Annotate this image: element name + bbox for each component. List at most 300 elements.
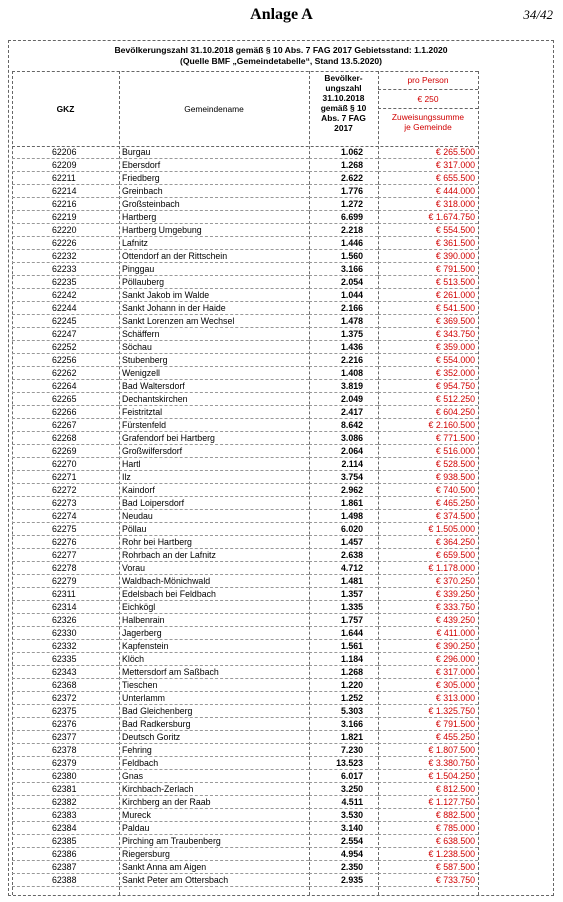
table-row: [12, 536, 478, 549]
name-cell: Feldbach: [119, 757, 309, 770]
population-cell: 1.446: [309, 237, 378, 250]
name-cell: Dechantskirchen: [119, 393, 309, 406]
population-cell: 13.523: [309, 757, 378, 770]
population-cell: 2.049: [309, 393, 378, 406]
gkz-cell: 62256: [12, 354, 119, 367]
table-row: [12, 497, 478, 510]
gkz-cell: 62216: [12, 198, 119, 211]
amount-cell: € 1.325.750: [378, 705, 478, 718]
table-row: [12, 341, 478, 354]
name-cell: Rohr bei Hartberg: [119, 536, 309, 549]
population-cell: 1.268: [309, 159, 378, 172]
amount-cell: € 374.500: [378, 510, 478, 523]
table-row: [12, 614, 478, 627]
gkz-cell: 62226: [12, 237, 119, 250]
table-row: [12, 718, 478, 731]
gkz-cell: 62314: [12, 601, 119, 614]
amount-cell: € 339.250: [378, 588, 478, 601]
table-row: [12, 692, 478, 705]
name-cell: Pöllauberg: [119, 276, 309, 289]
header-population-line: Abs. 7 FAG: [321, 113, 366, 123]
amount-cell: € 882.500: [378, 809, 478, 822]
amount-cell: € 812.500: [378, 783, 478, 796]
amount-cell: € 444.000: [378, 185, 478, 198]
header-population-line: Bevölker-: [324, 73, 363, 83]
name-cell: Grafendorf bei Hartberg: [119, 432, 309, 445]
name-cell: Neudau: [119, 510, 309, 523]
amount-cell: € 3.380.750: [378, 757, 478, 770]
gkz-cell: 62267: [12, 419, 119, 432]
gkz-cell: 62384: [12, 822, 119, 835]
gkz-cell: 62209: [12, 159, 119, 172]
gkz-cell: 62385: [12, 835, 119, 848]
table-row: [12, 640, 478, 653]
gkz-cell: 62386: [12, 848, 119, 861]
amount-cell: € 1.674.750: [378, 211, 478, 224]
amount-cell: € 343.750: [378, 328, 478, 341]
amount-cell: € 1.807.500: [378, 744, 478, 757]
population-cell: 1.272: [309, 198, 378, 211]
name-cell: Großsteinbach: [119, 198, 309, 211]
gkz-cell: 62372: [12, 692, 119, 705]
amount-cell: € 265.500: [378, 146, 478, 159]
amount-cell: € 513.500: [378, 276, 478, 289]
amount-cell: € 791.500: [378, 263, 478, 276]
name-cell: Feistritztal: [119, 406, 309, 419]
amount-cell: € 1.178.000: [378, 562, 478, 575]
population-cell: 2.350: [309, 861, 378, 874]
municipality-table: [12, 146, 478, 887]
caption-line-2: (Quelle BMF „Gemeindetabelle“, Stand 13.5.2020): [179, 56, 383, 66]
population-cell: 1.375: [309, 328, 378, 341]
header-name-label: Gemeindename: [184, 103, 244, 114]
gkz-cell: 62211: [12, 172, 119, 185]
table-row: [12, 523, 478, 536]
name-cell: Bad Waltersdorf: [119, 380, 309, 393]
population-cell: 1.498: [309, 510, 378, 523]
gkz-cell: 62311: [12, 588, 119, 601]
table-row: [12, 172, 478, 185]
header-amount: [378, 71, 478, 146]
gkz-cell: 62330: [12, 627, 119, 640]
table-row: [12, 601, 478, 614]
gkz-cell: 62273: [12, 497, 119, 510]
header-population-line: 2017: [334, 123, 353, 133]
gkz-cell: 62326: [12, 614, 119, 627]
amount-cell: € 541.500: [378, 302, 478, 315]
population-cell: 1.335: [309, 601, 378, 614]
table-row: [12, 185, 478, 198]
population-cell: 2.054: [309, 276, 378, 289]
table-row: [12, 666, 478, 679]
table-row: [12, 653, 478, 666]
amount-cell: € 364.250: [378, 536, 478, 549]
gkz-cell: 62219: [12, 211, 119, 224]
table-row: [12, 575, 478, 588]
amount-cell: € 333.750: [378, 601, 478, 614]
population-cell: 4.511: [309, 796, 378, 809]
amount-cell: € 2.160.500: [378, 419, 478, 432]
table-row: [12, 796, 478, 809]
page-number: 34/42: [523, 7, 553, 22]
name-cell: Bad Loipersdorf: [119, 497, 309, 510]
header-population: [309, 71, 378, 146]
amount-cell: € 439.250: [378, 614, 478, 627]
gkz-cell: 62271: [12, 471, 119, 484]
table-row: [12, 263, 478, 276]
column-rule: [478, 71, 479, 895]
table-row: [12, 159, 478, 172]
header-rate: € 250: [378, 90, 478, 109]
population-cell: 1.457: [309, 536, 378, 549]
population-cell: 1.062: [309, 146, 378, 159]
amount-cell: € 1.127.750: [378, 796, 478, 809]
amount-cell: € 655.500: [378, 172, 478, 185]
name-cell: Bad Radkersburg: [119, 718, 309, 731]
name-cell: Lafnitz: [119, 237, 309, 250]
table-row: [12, 302, 478, 315]
table-row: [12, 198, 478, 211]
amount-cell: € 318.000: [378, 198, 478, 211]
population-cell: 1.560: [309, 250, 378, 263]
gkz-cell: 62245: [12, 315, 119, 328]
amount-cell: € 791.500: [378, 718, 478, 731]
amount-cell: € 317.000: [378, 666, 478, 679]
name-cell: Paldau: [119, 822, 309, 835]
table-row: [12, 328, 478, 341]
name-cell: Sankt Jakob im Walde: [119, 289, 309, 302]
amount-cell: € 938.500: [378, 471, 478, 484]
name-cell: Ilz: [119, 471, 309, 484]
gkz-cell: 62275: [12, 523, 119, 536]
amount-cell: € 733.750: [378, 874, 478, 887]
amount-cell: € 296.000: [378, 653, 478, 666]
gkz-cell: 62268: [12, 432, 119, 445]
name-cell: Stubenberg: [119, 354, 309, 367]
table-row: [12, 393, 478, 406]
name-cell: Mettersdorf am Saßbach: [119, 666, 309, 679]
gkz-cell: 62381: [12, 783, 119, 796]
population-cell: 6.699: [309, 211, 378, 224]
amount-cell: € 554.000: [378, 354, 478, 367]
gkz-cell: 62265: [12, 393, 119, 406]
gkz-cell: 62247: [12, 328, 119, 341]
population-cell: 2.064: [309, 445, 378, 458]
table-row: [12, 289, 478, 302]
name-cell: Sankt Lorenzen am Wechsel: [119, 315, 309, 328]
table-row: [12, 237, 478, 250]
gkz-cell: 62266: [12, 406, 119, 419]
gkz-cell: 62272: [12, 484, 119, 497]
amount-cell: € 954.750: [378, 380, 478, 393]
name-cell: Ebersdorf: [119, 159, 309, 172]
table-row: [12, 562, 478, 575]
population-cell: 1.821: [309, 731, 378, 744]
gkz-cell: 62242: [12, 289, 119, 302]
name-cell: Kirchbach-Zerlach: [119, 783, 309, 796]
gkz-cell: 62375: [12, 705, 119, 718]
amount-cell: € 528.500: [378, 458, 478, 471]
population-cell: 1.184: [309, 653, 378, 666]
population-cell: 1.757: [309, 614, 378, 627]
table-row: [12, 627, 478, 640]
amount-cell: € 352.000: [378, 367, 478, 380]
table-caption: [8, 45, 554, 67]
population-cell: 6.020: [309, 523, 378, 536]
population-cell: 1.861: [309, 497, 378, 510]
table-row: [12, 354, 478, 367]
gkz-cell: 62262: [12, 367, 119, 380]
amount-cell: € 512.250: [378, 393, 478, 406]
population-cell: 2.962: [309, 484, 378, 497]
gkz-cell: 62377: [12, 731, 119, 744]
gkz-cell: 62387: [12, 861, 119, 874]
population-cell: 2.114: [309, 458, 378, 471]
name-cell: Schäffern: [119, 328, 309, 341]
gkz-cell: 62368: [12, 679, 119, 692]
caption-line-1: Bevölkerungszahl 31.10.2018 gemäß § 10 Abs. 7 FAG 2017 Gebietsstand: 1.1.2020: [114, 45, 448, 55]
table-row: [12, 315, 478, 328]
population-cell: 2.417: [309, 406, 378, 419]
table-row: [12, 211, 478, 224]
table-row: [12, 458, 478, 471]
page-title: Anlage A: [250, 6, 313, 23]
population-cell: 2.218: [309, 224, 378, 237]
table-row: [12, 224, 478, 237]
population-cell: 3.140: [309, 822, 378, 835]
name-cell: Hartberg: [119, 211, 309, 224]
name-cell: Halbenrain: [119, 614, 309, 627]
name-cell: Hartberg Umgebung: [119, 224, 309, 237]
gkz-cell: 62383: [12, 809, 119, 822]
name-cell: Sankt Anna am Aigen: [119, 861, 309, 874]
gkz-cell: 62335: [12, 653, 119, 666]
table-row: [12, 861, 478, 874]
name-cell: Mureck: [119, 809, 309, 822]
municipality-table-body: [12, 146, 478, 887]
population-cell: 1.357: [309, 588, 378, 601]
gkz-cell: 62378: [12, 744, 119, 757]
population-cell: 5.303: [309, 705, 378, 718]
amount-cell: € 604.250: [378, 406, 478, 419]
table-row: [12, 406, 478, 419]
population-cell: 1.220: [309, 679, 378, 692]
population-cell: 1.776: [309, 185, 378, 198]
name-cell: Fürstenfeld: [119, 419, 309, 432]
population-cell: 1.252: [309, 692, 378, 705]
name-cell: Kaindorf: [119, 484, 309, 497]
table-row: [12, 484, 478, 497]
amount-cell: € 516.000: [378, 445, 478, 458]
population-cell: 3.530: [309, 809, 378, 822]
population-cell: 6.017: [309, 770, 378, 783]
population-cell: 1.044: [309, 289, 378, 302]
table-row: [12, 549, 478, 562]
table-row: [12, 510, 478, 523]
amount-cell: € 1.238.500: [378, 848, 478, 861]
header-population-line: gemäß § 10: [320, 103, 367, 113]
table-row: [12, 809, 478, 822]
name-cell: Waldbach-Mönichwald: [119, 575, 309, 588]
name-cell: Hartl: [119, 458, 309, 471]
table-row: [12, 276, 478, 289]
gkz-cell: 62270: [12, 458, 119, 471]
table-row: [12, 679, 478, 692]
table-row: [12, 250, 478, 263]
population-cell: 1.644: [309, 627, 378, 640]
population-cell: 4.712: [309, 562, 378, 575]
name-cell: Gnas: [119, 770, 309, 783]
header-sum: [378, 109, 478, 148]
gkz-cell: 62274: [12, 510, 119, 523]
population-cell: 1.478: [309, 315, 378, 328]
population-cell: 3.086: [309, 432, 378, 445]
table-row: [12, 731, 478, 744]
amount-cell: € 361.500: [378, 237, 478, 250]
population-cell: 2.216: [309, 354, 378, 367]
name-cell: Pöllau: [119, 523, 309, 536]
table-row: [12, 380, 478, 393]
name-cell: Fehring: [119, 744, 309, 757]
amount-cell: € 1.504.250: [378, 770, 478, 783]
header-population-line: ungszahl: [325, 83, 362, 93]
amount-cell: € 261.000: [378, 289, 478, 302]
amount-cell: € 313.000: [378, 692, 478, 705]
name-cell: Bad Gleichenberg: [119, 705, 309, 718]
amount-cell: € 411.000: [378, 627, 478, 640]
gkz-cell: 62379: [12, 757, 119, 770]
population-cell: 3.250: [309, 783, 378, 796]
table-row: [12, 848, 478, 861]
table-row: [12, 757, 478, 770]
table-row: [12, 835, 478, 848]
name-cell: Eichkögl: [119, 601, 309, 614]
gkz-cell: 62278: [12, 562, 119, 575]
table-row: [12, 588, 478, 601]
gkz-cell: 62343: [12, 666, 119, 679]
name-cell: Rohrbach an der Lafnitz: [119, 549, 309, 562]
name-cell: Ottendorf an der Rittschein: [119, 250, 309, 263]
name-cell: Großwilfersdorf: [119, 445, 309, 458]
name-cell: Sankt Johann in der Haide: [119, 302, 309, 315]
table-row: [12, 445, 478, 458]
name-cell: Vorau: [119, 562, 309, 575]
gkz-cell: 62380: [12, 770, 119, 783]
population-cell: 2.935: [309, 874, 378, 887]
gkz-cell: 62332: [12, 640, 119, 653]
name-cell: Klöch: [119, 653, 309, 666]
amount-cell: € 390.000: [378, 250, 478, 263]
population-cell: 1.561: [309, 640, 378, 653]
population-cell: 2.554: [309, 835, 378, 848]
name-cell: Jagerberg: [119, 627, 309, 640]
amount-cell: € 1.505.000: [378, 523, 478, 536]
amount-cell: € 740.500: [378, 484, 478, 497]
population-cell: 3.819: [309, 380, 378, 393]
population-cell: 2.622: [309, 172, 378, 185]
header-gkz-label: GKZ: [56, 103, 75, 114]
name-cell: Greinbach: [119, 185, 309, 198]
gkz-cell: 62269: [12, 445, 119, 458]
amount-cell: € 638.500: [378, 835, 478, 848]
gkz-cell: 62264: [12, 380, 119, 393]
gkz-cell: 62220: [12, 224, 119, 237]
amount-cell: € 369.500: [378, 315, 478, 328]
table-row: [12, 471, 478, 484]
table-row: [12, 367, 478, 380]
amount-cell: € 771.500: [378, 432, 478, 445]
gkz-cell: 62252: [12, 341, 119, 354]
header-gkz: [12, 71, 119, 146]
header-name: [119, 71, 309, 146]
population-cell: 1.408: [309, 367, 378, 380]
population-cell: 1.436: [309, 341, 378, 354]
amount-cell: € 390.250: [378, 640, 478, 653]
name-cell: Unterlamm: [119, 692, 309, 705]
name-cell: Tieschen: [119, 679, 309, 692]
gkz-cell: 62244: [12, 302, 119, 315]
table-row: [12, 432, 478, 445]
gkz-cell: 62376: [12, 718, 119, 731]
amount-cell: € 455.250: [378, 731, 478, 744]
population-cell: 3.754: [309, 471, 378, 484]
amount-cell: € 587.500: [378, 861, 478, 874]
name-cell: Pinggau: [119, 263, 309, 276]
gkz-cell: 62214: [12, 185, 119, 198]
header-per-person: pro Person: [378, 71, 478, 90]
name-cell: Sankt Peter am Ottersbach: [119, 874, 309, 887]
population-cell: 1.481: [309, 575, 378, 588]
gkz-cell: 62279: [12, 575, 119, 588]
amount-cell: € 465.250: [378, 497, 478, 510]
gkz-cell: 62388: [12, 874, 119, 887]
population-cell: 4.954: [309, 848, 378, 861]
table-row: [12, 744, 478, 757]
population-cell: 2.638: [309, 549, 378, 562]
amount-cell: € 785.000: [378, 822, 478, 835]
population-cell: 3.166: [309, 718, 378, 731]
gkz-cell: 62206: [12, 146, 119, 159]
table-row: [12, 770, 478, 783]
population-cell: 8.642: [309, 419, 378, 432]
name-cell: Wenigzell: [119, 367, 309, 380]
gkz-cell: 62235: [12, 276, 119, 289]
population-cell: 3.166: [309, 263, 378, 276]
table-row: [12, 419, 478, 432]
gkz-cell: 62233: [12, 263, 119, 276]
table-row: [12, 146, 478, 159]
amount-cell: € 317.000: [378, 159, 478, 172]
population-cell: 2.166: [309, 302, 378, 315]
population-cell: 7.230: [309, 744, 378, 757]
header-sum-line: Zuweisungssumme: [391, 112, 465, 122]
name-cell: Pirching am Traubenberg: [119, 835, 309, 848]
table-row: [12, 705, 478, 718]
table-row: [12, 783, 478, 796]
gkz-cell: 62276: [12, 536, 119, 549]
name-cell: Kirchberg an der Raab: [119, 796, 309, 809]
name-cell: Deutsch Goritz: [119, 731, 309, 744]
table-row: [12, 822, 478, 835]
header-sum-line: je Gemeinde: [404, 122, 452, 132]
name-cell: Friedberg: [119, 172, 309, 185]
amount-cell: € 305.000: [378, 679, 478, 692]
name-cell: Söchau: [119, 341, 309, 354]
amount-cell: € 554.500: [378, 224, 478, 237]
amount-cell: € 659.500: [378, 549, 478, 562]
gkz-cell: 62232: [12, 250, 119, 263]
amount-cell: € 359.000: [378, 341, 478, 354]
